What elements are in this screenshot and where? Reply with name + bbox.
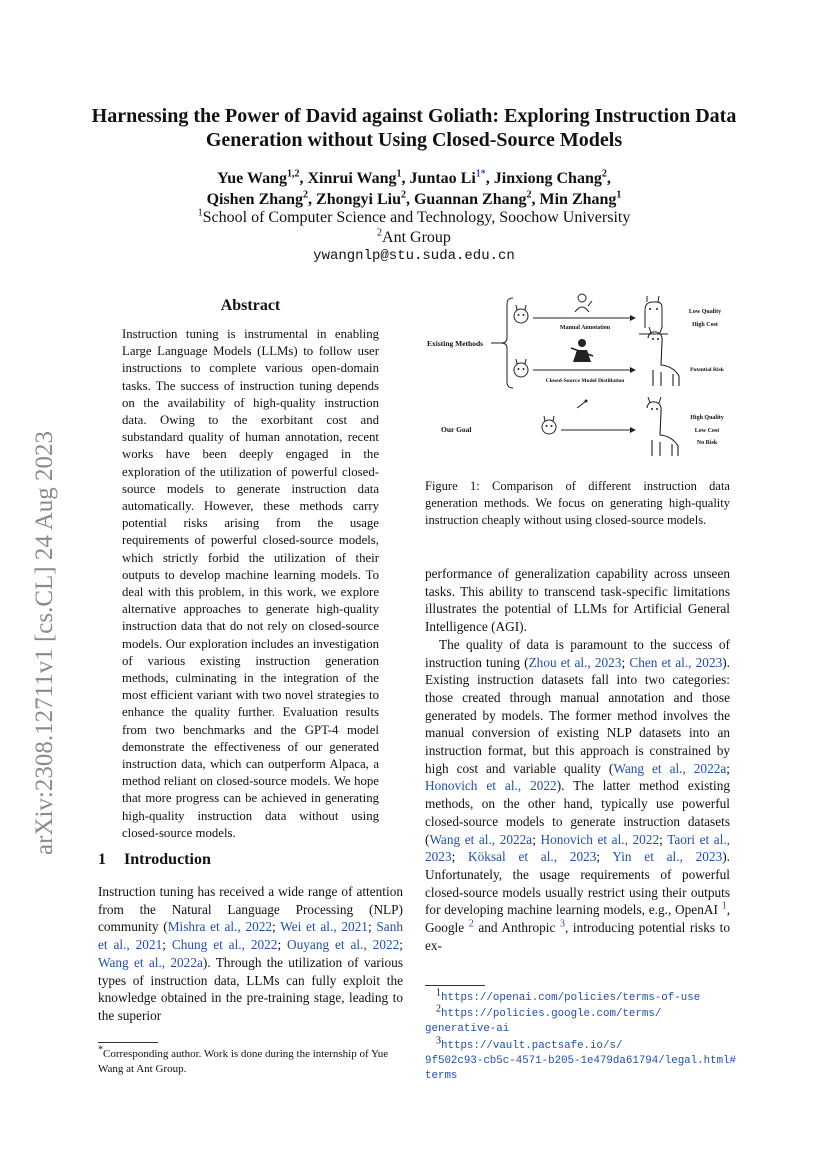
footnote-mark: 1 [436,987,441,999]
distillation-label: Closed-Source Model Distillation [545,378,625,384]
footnote-rule [425,985,485,986]
footnote-mark: 3 [436,1034,441,1046]
sling-icon [577,400,588,409]
author-name: Xinrui Wang [307,170,397,187]
existing-methods-label: Existing Methods [427,339,484,348]
small-llama-icon [639,296,668,334]
author-name: Qishen Zhang [206,191,304,208]
citation-link[interactable]: Köksal et al., 2023 [468,849,597,865]
section-number: 1 [98,851,106,868]
body-text: and Anthropic [473,920,556,936]
intro-paragraph: Instruction tuning has received a wide range of attention from the Natural Language Processing (NLP) community (Mishra et al., 2022; Wei et al., 2021; Sanh et al., 2021; Chung et al., 2022; Ouyang et al., 2022; Wang et al., 2022a). Through the utilization of various types of instruction data, LLMs can fully exploit the knowledge obtained in the pre-training stage, leading to the superior [98,884,404,1023]
footnote-corresponding [98,1044,403,1077]
footnote-item [425,987,745,1006]
citation-link[interactable]: Ouyang et al., 2022 [287,937,400,953]
author-name: Yue Wang [217,170,287,187]
author-list [80,168,748,210]
body-text: ). Through the utilization of various types of instruction data, LLMs can fully exploit the knowledge obtained in the pre-training stage, leading to the superior [98,954,404,1023]
high-cost-label: High Cost [692,322,718,328]
author-name: Min Zhang [539,191,617,208]
citation-link[interactable]: Yin et al., 2023 [612,849,723,865]
no-risk-label: No Risk [696,440,718,446]
body-text: , Google [425,902,731,936]
footnote-ref[interactable]: 2 [468,918,474,930]
body-text: ). The latter method existing methods, on the other hand, typically use powerful closed-source models to generate instruction datasets ( [425,778,730,847]
our-goal-label: Our Goal [441,425,472,434]
body-paragraph: The quality of data is paramount to the success of instruction tuning (Zhou et al., 2023; Chen et al., 2023). Existing instruction datasets fall into two categories: those created through manual annotation and those generated by models. The former method involves the manual conversion of existing NLP datasets into an instruction format, but this approach is constrained by high cost and variable quality (Wang et al., 2022a; Honovich et al., 2022). The latter method existing methods, on the other hand, typically use powerful closed-source models to generate instruction datasets (Wang et al., 2022a; Honovich et al., 2022; Taori et al., 2023; Köksal et al., 2023; Yin et al., 2023). Unfortunately, the usage requirements of powerful closed-source models usually restrict using their outputs for developing machine learning models, e.g., OpenAI $^1$, Google $^2$ and Anthropic $^3$, introducing potential risks to ex- [425,636,731,953]
author-affil-mark: 1 [396,168,402,180]
footnote-text: Corresponding author. Work is done during the internship of Yue Wang at Ant Group. [98,1048,389,1075]
author-affil-mark: 1 [616,189,622,201]
footnote-item [425,1003,745,1022]
author-name: Zhongyi Liu [316,191,401,208]
body-text: Instruction tuning has received a wide range of attention from the Natural Language Processing (NLP) community ( [98,884,403,935]
footnote-url[interactable]: https://openai.com/policies/terms-of-use [441,992,701,1004]
affiliation [80,228,748,248]
body-text: ). Existing instruction datasets fall into two categories: those created through manual annotation and those generated by models. The former method involves the manual conversion of existing NLP datasets into an instruction format, but this approach is constrained by high cost and variable quality ( [425,654,731,776]
footnote-rule [98,1042,158,1043]
affiliation-text: Ant Group [382,229,451,246]
author-affil-mark: 2 [526,189,532,201]
section-heading [98,851,229,869]
citation-link[interactable]: Wei et al., 2021 [280,919,368,935]
footnote-ref[interactable]: 3 [559,918,565,930]
citation-link[interactable]: Honovich et al., 2022 [425,778,557,794]
paper-title: Harnessing the Power of David against Goliath: Exploring Instruction Data Generation without Using Closed-Source Models [91,105,737,151]
manual-annotation-label: Manual Annotation [559,325,611,331]
body-text: The quality of data is paramount to the success of instruction tuning ( [425,636,730,670]
citation-link[interactable]: Taori et al., 2023 [425,831,731,865]
citation-link[interactable]: Honovich et al., 2022 [540,831,660,847]
body-paragraph: performance of generalization capability across unseen tasks. This ability to transcend task-specific limitations illustrates the potential of LLMs for Artificial General Intelligence (AGI). [425,566,730,635]
llama-icon [542,416,556,434]
arxiv-stamp-text: arXiv:2308.12711v1 [cs.CL] 24 Aug 2023 [31,430,58,855]
citation-link[interactable]: Chen et al., 2023 [629,654,723,670]
footnote-url-continued[interactable]: 9f502c93-cb5c-4571-b205-1e479da61794/legal.html# [425,1054,737,1067]
author-name: Juntao Li [409,170,476,187]
footnotes-urls [425,987,745,1084]
author-affil-mark[interactable]: 1* [475,168,486,180]
arxiv-side-stamp [14,355,64,855]
affiliation-text: School of Computer Science and Technology, Soochow University [202,209,631,226]
citation-link[interactable]: Sanh et al., 2021 [98,919,403,953]
citation-link[interactable]: Wang et al., 2022a [98,954,203,970]
footnote-ref[interactable]: 1 [721,900,727,912]
citation-link[interactable]: Wang et al., 2022a [429,831,533,847]
author-affil-mark: 1,2 [286,168,300,180]
large-alpaca-icon [647,397,678,456]
llama-icon [514,305,528,323]
author-email: ywangnlp@stu.suda.edu.cn [313,248,515,264]
author-name: Jinxiong Chang [493,170,602,187]
body-text: , introducing potential risks to ex- [425,920,730,953]
footnote-url[interactable]: https://policies.google.com/terms/ [441,1008,662,1021]
large-alpaca-icon [648,327,679,386]
authors-line-2: Qishen Zhang$^2$, Zhongyi Liu$^2$, Guannan Zhang$^2$, Min Zhang$^1$ [206,189,622,208]
citation-link[interactable]: Zhou et al., 2023 [528,654,622,670]
footnote-url[interactable]: https://vault.pactsafe.io/s/ [441,1039,623,1052]
goliath-icon [571,339,593,362]
affiliation-mark: 2 [377,227,383,239]
figure-caption: Figure 1: Comparison of different instruction data generation methods. We focus on generating high-quality instruction cheaply without using closed-source models. [425,479,730,527]
high-quality-label: High Quality [690,415,724,421]
footnote-url-continued[interactable]: terms [425,1070,458,1083]
citation-link[interactable]: Wang et al., 2022a [613,760,727,776]
section-title: Introduction [124,851,211,868]
abstract-body: Instruction tuning is instrumental in enabling Large Language Models (LLMs) to follow user instructions to complete various open-domain tasks. The success of instruction tuning depends on the availability of high-quality instruction data. Owing to the exorbitant cost and substandard quality of human annotation, recent works have been deeply engaged in the exploration of the utilization of powerful closed-source models to generate instruction data automatically. However, these methods carry potential risks arising from the usage requirements of powerful closed-source models, which strictly forbid the utilization of their outputs to develop machine learning models. To deal with this problem, in this work, we explore alternative approaches to generate high-quality instruction data that do not rely on closed-source models. Our exploration includes an investigation of various existing instruction generation methods, culminating in the integration of the most efficient variant with two novel strategies to enhance the quality further. Evaluation results from two benchmarks and the GPT-4 model demonstrate the effectiveness of our generated instruction data, which can outperform Alpaca, a method reliant on closed-source models. We hope that more progress can be achieved in generating high-quality instruction data without using closed-source models. [122,327,379,840]
author-name: Guannan Zhang [413,191,527,208]
llama-icon [514,359,528,377]
author-affil-mark: 2 [601,168,607,180]
author-affil-mark: 2 [303,189,309,201]
low-quality-label: Low Quality [688,309,722,315]
affiliations [80,208,748,248]
footnote-mark: * [98,1044,103,1056]
abstract-heading: Abstract [220,297,281,314]
authors-line-1: Yue Wang$^{1,2}$, Xinrui Wang$^1$, Juntao $Li^{1*}$, Jinxiong Chang$^2$, [217,168,611,187]
figure-1-diagram [425,290,730,460]
potential-risk-label: Potential Risk [690,367,724,373]
citation-link[interactable]: Chung et al., 2022 [171,937,278,953]
footnote-item [425,1034,745,1054]
footnote-url-continued[interactable]: generative-ai [425,1023,510,1036]
author-affil-mark: 2 [400,189,406,201]
affiliation [80,208,748,228]
body-text: ). Unfortunately, the usage requirements of powerful closed-source models usually restrict using their outputs for developing machine learning models, e.g., OpenAI [425,849,730,918]
affiliation-mark: 1 [197,207,203,219]
footnote-mark: 2 [436,1003,441,1015]
human-annotator-icon [575,294,592,312]
right-column-text [425,565,730,954]
low-cost-label: Low Cost [694,428,720,434]
citation-link[interactable]: Mishra et al., 2022 [167,919,273,935]
figure-1 [425,290,730,460]
